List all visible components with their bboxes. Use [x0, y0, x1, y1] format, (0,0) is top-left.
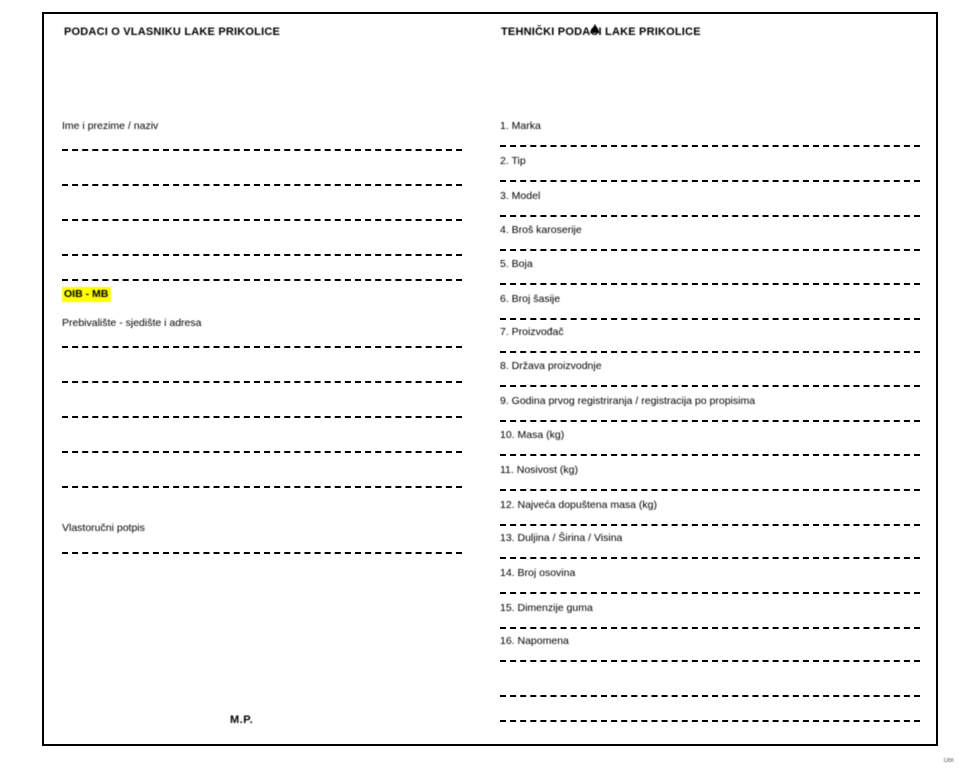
field-label-najveca-dopustena-masa: 12. Najveća dopuštena masa (kg) [500, 499, 658, 511]
dash-line[interactable] [500, 489, 920, 491]
dash-line[interactable] [62, 346, 462, 348]
field-label-dimenzije: 13. Duljina / Širina / Visina [500, 532, 623, 544]
document-frame [42, 12, 938, 746]
field-label-boja: 5. Boja [500, 258, 533, 270]
dash-line[interactable] [500, 524, 920, 526]
dash-line[interactable] [62, 552, 462, 554]
dash-line[interactable] [62, 254, 462, 256]
dash-line[interactable] [500, 627, 920, 629]
dash-line[interactable] [500, 351, 920, 353]
field-label-broj-osovina: 14. Broj osovina [500, 567, 576, 579]
field-label-tip: 2. Tip [500, 155, 526, 167]
right-column-heading: TEHNIČKI PODACI LAKE PRIKOLICE [501, 26, 701, 38]
label-owner-name: Ime i prezime / naziv [62, 120, 159, 132]
dash-line[interactable] [62, 416, 462, 418]
dash-line[interactable] [500, 720, 920, 722]
dash-line[interactable] [500, 215, 920, 217]
dash-line[interactable] [500, 557, 920, 559]
dash-line[interactable] [500, 454, 920, 456]
field-label-proizvodjac: 7. Proizvođač [500, 326, 564, 338]
left-column-heading: PODACI O VLASNIKU LAKE PRIKOLICE [64, 26, 281, 38]
dash-line[interactable] [500, 180, 920, 182]
field-label-broj-sasije: 6. Broj šasije [500, 293, 561, 305]
oib-mb-highlight-field[interactable]: OIB - MB [62, 287, 111, 302]
dash-line[interactable] [500, 660, 920, 662]
field-label-drzava-proizvodnje: 8. Država proizvodnje [500, 360, 602, 372]
field-label-napomena: 16. Napomena [500, 635, 569, 647]
dash-line[interactable] [500, 318, 920, 320]
dash-line[interactable] [500, 145, 920, 147]
label-signature: Vlastoručni potpis [62, 522, 145, 534]
dash-line[interactable] [62, 486, 462, 488]
dash-line[interactable] [500, 283, 920, 285]
field-label-marka: 1. Marka [500, 120, 541, 132]
field-label-karoserija: 4. Broš karoserije [500, 224, 582, 236]
dash-line[interactable] [500, 420, 920, 422]
dash-line[interactable] [62, 149, 462, 151]
dash-line[interactable] [62, 279, 462, 281]
dash-line[interactable] [500, 592, 920, 594]
left-column [44, 14, 484, 744]
dash-line[interactable] [62, 219, 462, 221]
dash-line[interactable] [500, 385, 920, 387]
dash-line[interactable] [500, 249, 920, 251]
corner-note: Obr. [943, 758, 955, 764]
label-residence-address: Prebivalište - sjedište i adresa [62, 317, 202, 329]
dash-line[interactable] [62, 451, 462, 453]
right-column [484, 14, 940, 744]
dash-line[interactable] [500, 695, 920, 697]
field-label-nosivost: 11. Nosivost (kg) [500, 464, 578, 476]
field-label-godina-registriranja: 9. Godina prvog registriranja / registracija po propisima [500, 395, 756, 407]
field-label-model: 3. Model [500, 190, 541, 202]
dash-line[interactable] [62, 184, 462, 186]
field-label-dimenzije-guma: 15. Dimenzije guma [500, 602, 593, 614]
dash-line[interactable] [62, 381, 462, 383]
stamp-place-mark: M.P. [230, 714, 254, 726]
field-label-masa: 10. Masa (kg) [500, 429, 565, 441]
